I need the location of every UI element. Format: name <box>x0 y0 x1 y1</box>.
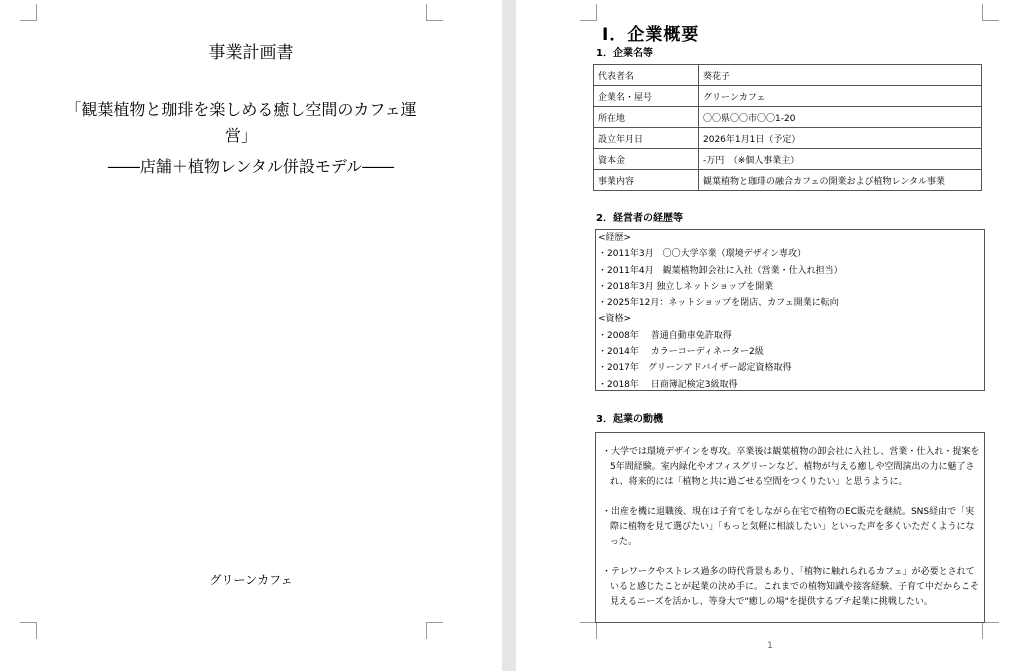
table-label: 企業名・屋号 <box>594 86 699 107</box>
table-value: 観葉植物と珈琲の融合カフェの開業および植物レンタル事業 <box>699 170 982 191</box>
table-value: 〇〇県〇〇市〇〇1-20 <box>699 107 982 128</box>
table-value: 2026年1月1日（予定） <box>699 128 982 149</box>
motive-paragraph: ・大学では環境デザインを専攻。卒業後は観葉植物の卸会社に入社し、営業・仕入れ・提案を5年間経験。室内緑化やオフィスグリーンなど、植物が与える癒しや空間演出の力に魅了され、将来的には「植物と共に過ごせる空間をつくりたい」と思うように。 <box>602 447 980 487</box>
section-title: Ⅰ．企業概要 <box>602 25 700 45</box>
table-row <box>594 128 982 149</box>
career-box[interactable] <box>595 229 985 391</box>
career-line: ・2025年12月：ネットショップを閉店、カフェ開業に転向 <box>598 298 839 309</box>
motive-paragraph: ・テレワークやストレス過多の時代背景もあり、「植物に触れられるカフェ」が必要とされていると感じたことが起業の決め手に。これまでの植物知識や接客経験、子育て中だからこそ見えるニーズを活かし、等身大で"癒しの場"を提供するプチ起業に挑戦したい。 <box>602 567 980 607</box>
crop-mark <box>426 4 443 21</box>
company-heading: 1．企業名等 <box>596 48 653 59</box>
crop-mark <box>982 622 999 639</box>
cover-page <box>0 0 502 671</box>
career-line: ・2018年3月 独立しネットショップを開業 <box>598 281 774 292</box>
overview-page <box>516 0 1024 671</box>
career-line: <資格> <box>598 314 632 325</box>
crop-mark <box>20 622 37 639</box>
document-title: 事業計画書 <box>208 43 294 63</box>
career-line: ・2014年 カラーコーディネーター2級 <box>598 347 764 358</box>
crop-mark <box>580 622 597 639</box>
table-value: 葵花子 <box>699 65 982 86</box>
crop-mark <box>20 4 37 21</box>
crop-mark <box>982 4 999 21</box>
crop-mark <box>426 622 443 639</box>
career-line: ・2017年 グリーンアドバイザー認定資格取得 <box>598 363 792 374</box>
motive-heading: 3．起業の動機 <box>596 414 663 425</box>
table-row <box>594 170 982 191</box>
table-row <box>594 65 982 86</box>
career-line: ・2008年 普通自動車免許取得 <box>598 330 732 341</box>
company-info-table <box>593 64 982 191</box>
table-row <box>594 149 982 170</box>
document-model-line: ――店舗＋植物レンタル併設モデル―― <box>107 157 395 176</box>
table-row <box>594 86 982 107</box>
cover-company-name: グリーンカフェ <box>209 573 293 587</box>
table-label: 事業内容 <box>594 170 699 191</box>
motive-box[interactable] <box>595 432 985 623</box>
career-line: ・2018年 日商簿記検定3級取得 <box>598 379 738 390</box>
motive-paragraph: ・出産を機に退職後、現在は子育てをしながら在宅で植物のEC販売を継続。SNS経由で「実際に植物を見て選びたい」「もっと気軽に相談したい」といった声を多くいただくようになった。 <box>602 507 975 547</box>
table-label: 資本金 <box>594 149 699 170</box>
page-number: 1 <box>767 641 773 651</box>
table-label: 設立年月日 <box>594 128 699 149</box>
career-line: ・2011年4月 観葉植物卸会社に入社（営業・仕入れ担当） <box>598 265 843 276</box>
career-line: <経歴> <box>598 233 632 243</box>
document-subtitle: 「観葉植物と珈琲を楽しめる癒し空間のカフェ運営」 <box>65 100 417 145</box>
career-heading: 2．経営者の経歴等 <box>596 213 683 224</box>
table-value: グリーンカフェ <box>699 86 982 107</box>
table-label: 代表者名 <box>594 65 699 86</box>
page-gutter <box>502 0 516 671</box>
career-line: ・2011年3月 〇〇大学卒業（環境デザイン専攻） <box>598 249 807 260</box>
table-label: 所在地 <box>594 107 699 128</box>
table-row <box>594 107 982 128</box>
crop-mark <box>580 4 597 21</box>
table-value: -万円 （※個人事業主） <box>699 149 982 170</box>
